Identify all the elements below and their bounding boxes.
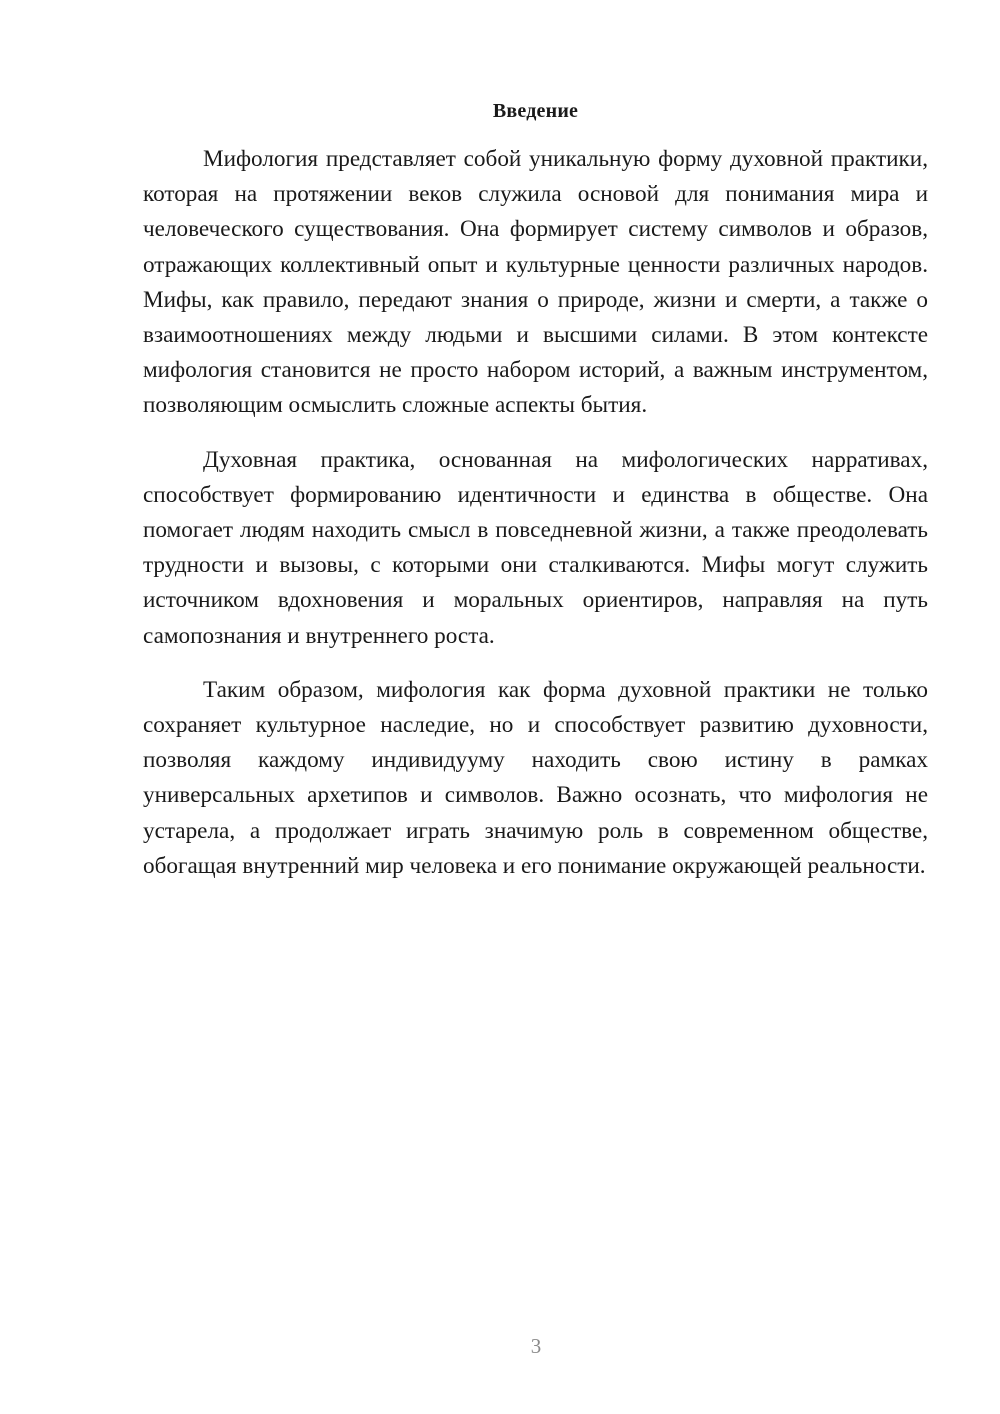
paragraph: Мифология представляет собой уникальную форму духовной практики, которая на протяжении веков служила основой для понимания мира и человеческого существования. Она формирует систему символов и образов, отражающих коллективный опыт и культурные ценности различных народов. Мифы, как правило, передают знания о природе, жизни и смерти, а также о взаимоотношениях между людьми и высшими силами. В этом контексте мифология становится не просто набором историй, а важным инструментом, позволяющим осмыслить сложные аспекты бытия. xyxy=(143,146,928,419)
paragraph: Духовная практика, основанная на мифологических нарративах, способствует формированию идентичности и единства в обществе. Она помогает людям находить смысл в повседневной жизни, а также преодолевать трудности и вызовы, с которыми они сталкиваются. Мифы могут служить источником вдохновения и моральных ориентиров, направляя на путь самопознания и внутреннего роста. xyxy=(143,446,928,649)
page-title: Введение xyxy=(492,100,579,122)
page-content xyxy=(143,94,928,884)
page-number: 3 xyxy=(530,1334,542,1358)
paragraph: Таким образом, мифология как форма духовной практики не только сохраняет культурное наследие, но и способствует развитию духовности, позволяя каждому индивидууму находить свою истину в рамках универсальных архетипов и символов. Важно осознать, что мифология не устарела, а продолжает играть значимую роль в современном обществе, обогащая внутренний мир человека и его понимание окружающей реальности. xyxy=(143,676,928,879)
